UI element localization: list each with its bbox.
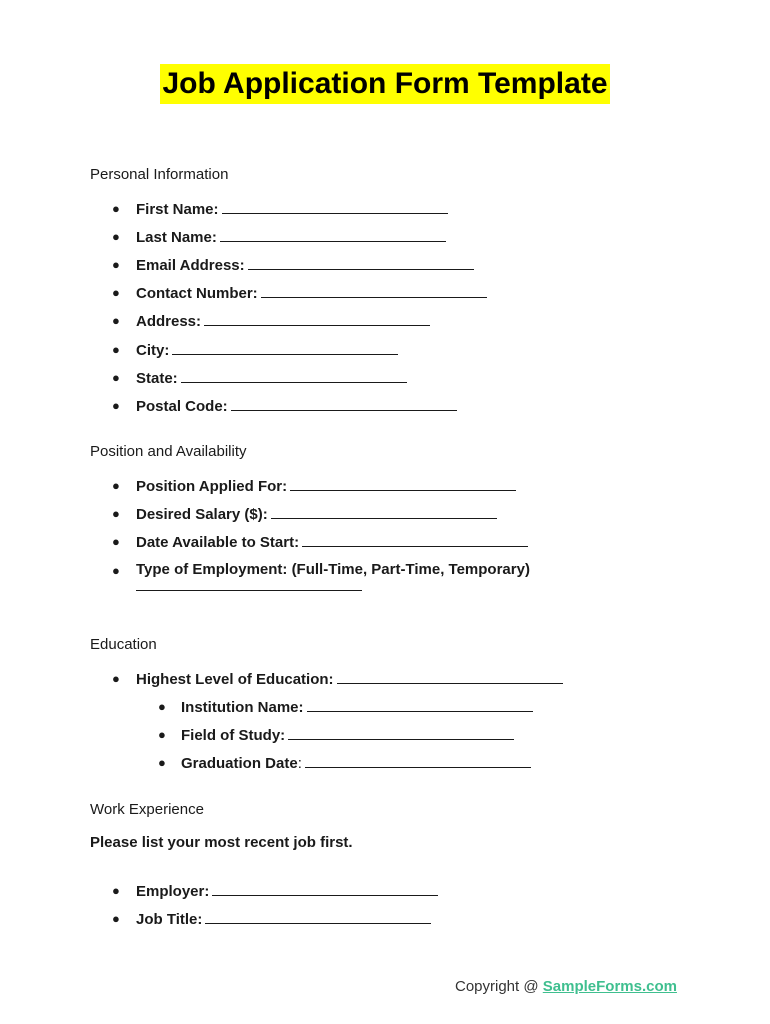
field-contact-number[interactable] xyxy=(136,283,487,302)
section-heading-education: Education xyxy=(90,636,157,653)
field-label: Job Title: xyxy=(136,911,203,928)
field-label: Type of Employment: (Full-Time, Part-Time, Temporary) xyxy=(136,561,530,578)
field-label: Contact Number: xyxy=(136,285,258,302)
field-label: Graduation Date xyxy=(181,755,298,772)
field-label: Desired Salary ($): xyxy=(136,506,268,523)
field-label: State: xyxy=(136,370,178,387)
field-label: Postal Code: xyxy=(136,398,228,415)
blank-line[interactable] xyxy=(231,396,457,411)
field-graduation-date[interactable] xyxy=(181,753,531,772)
title-wrap xyxy=(0,64,770,104)
blank-line[interactable] xyxy=(288,725,514,740)
blank-line[interactable] xyxy=(307,697,533,712)
bullet-icon: ● xyxy=(112,229,120,244)
bullet-icon: ● xyxy=(112,671,120,686)
bullet-icon: ● xyxy=(158,699,166,714)
field-highest-education[interactable] xyxy=(136,669,563,688)
blank-line[interactable] xyxy=(204,311,430,326)
field-label: Address: xyxy=(136,313,202,330)
field-label: First Name: xyxy=(136,201,219,218)
field-label: Highest Level of Education: xyxy=(136,671,334,688)
field-field-of-study[interactable] xyxy=(181,725,514,744)
section-heading-work: Work Experience xyxy=(90,801,204,818)
blank-line-employment-type[interactable] xyxy=(136,590,362,591)
field-label: Last Name: xyxy=(136,229,217,246)
blank-line[interactable] xyxy=(222,199,448,214)
bullet-icon: ● xyxy=(112,285,120,300)
blank-line[interactable] xyxy=(305,753,531,768)
field-label: Date Available to Start: xyxy=(136,534,300,551)
bullet-icon: ● xyxy=(112,201,120,216)
field-email[interactable] xyxy=(136,255,474,274)
blank-line[interactable] xyxy=(302,532,528,547)
field-label: Email Address: xyxy=(136,257,245,274)
field-label: Position Applied For: xyxy=(136,478,288,495)
field-label: City: xyxy=(136,342,170,359)
field-position-applied[interactable] xyxy=(136,476,516,495)
blank-line[interactable] xyxy=(337,669,563,684)
blank-line[interactable] xyxy=(220,227,446,242)
bullet-icon: ● xyxy=(112,257,120,272)
field-job-title[interactable] xyxy=(136,909,431,928)
field-first-name[interactable] xyxy=(136,199,448,218)
field-label: Employer: xyxy=(136,883,210,900)
field-employment-type xyxy=(136,561,530,578)
copyright-footer xyxy=(455,978,677,995)
bullet-icon: ● xyxy=(112,370,120,385)
field-state[interactable] xyxy=(136,368,407,387)
bullet-icon: ● xyxy=(158,727,166,742)
section-heading-position: Position and Availability xyxy=(90,443,247,460)
field-date-available[interactable] xyxy=(136,532,528,551)
blank-line[interactable] xyxy=(271,504,497,519)
bullet-icon: ● xyxy=(112,313,120,328)
bullet-icon: ● xyxy=(112,911,120,926)
section-heading-personal: Personal Information xyxy=(90,166,229,183)
blank-line[interactable] xyxy=(290,476,516,491)
blank-line[interactable] xyxy=(172,340,398,355)
bullet-icon: ● xyxy=(112,478,120,493)
bullet-icon: ● xyxy=(112,398,120,413)
bullet-icon: ● xyxy=(112,534,120,549)
field-city[interactable] xyxy=(136,340,398,359)
bullet-icon: ● xyxy=(112,883,120,898)
blank-line[interactable] xyxy=(248,255,474,270)
bullet-icon: ● xyxy=(112,342,120,357)
field-institution-name[interactable] xyxy=(181,697,533,716)
blank-line[interactable] xyxy=(212,881,438,896)
copyright-text: Copyright @ xyxy=(455,978,543,995)
field-postal-code[interactable] xyxy=(136,396,457,415)
work-note: Please list your most recent job first. xyxy=(90,834,353,851)
bullet-icon: ● xyxy=(112,563,120,578)
brand-link[interactable]: SampleForms.com xyxy=(542,978,677,995)
blank-line[interactable] xyxy=(181,368,407,383)
blank-line[interactable] xyxy=(261,283,487,298)
page-title: Job Application Form Template xyxy=(160,64,609,104)
field-colon: : xyxy=(297,755,302,772)
field-desired-salary[interactable] xyxy=(136,504,497,523)
field-last-name[interactable] xyxy=(136,227,446,246)
field-label: Field of Study: xyxy=(181,727,286,744)
bullet-icon: ● xyxy=(158,755,166,770)
bullet-icon: ● xyxy=(112,506,120,521)
field-label: Institution Name: xyxy=(181,699,304,716)
field-employer[interactable] xyxy=(136,881,438,900)
blank-line[interactable] xyxy=(205,909,431,924)
field-address[interactable] xyxy=(136,311,430,330)
